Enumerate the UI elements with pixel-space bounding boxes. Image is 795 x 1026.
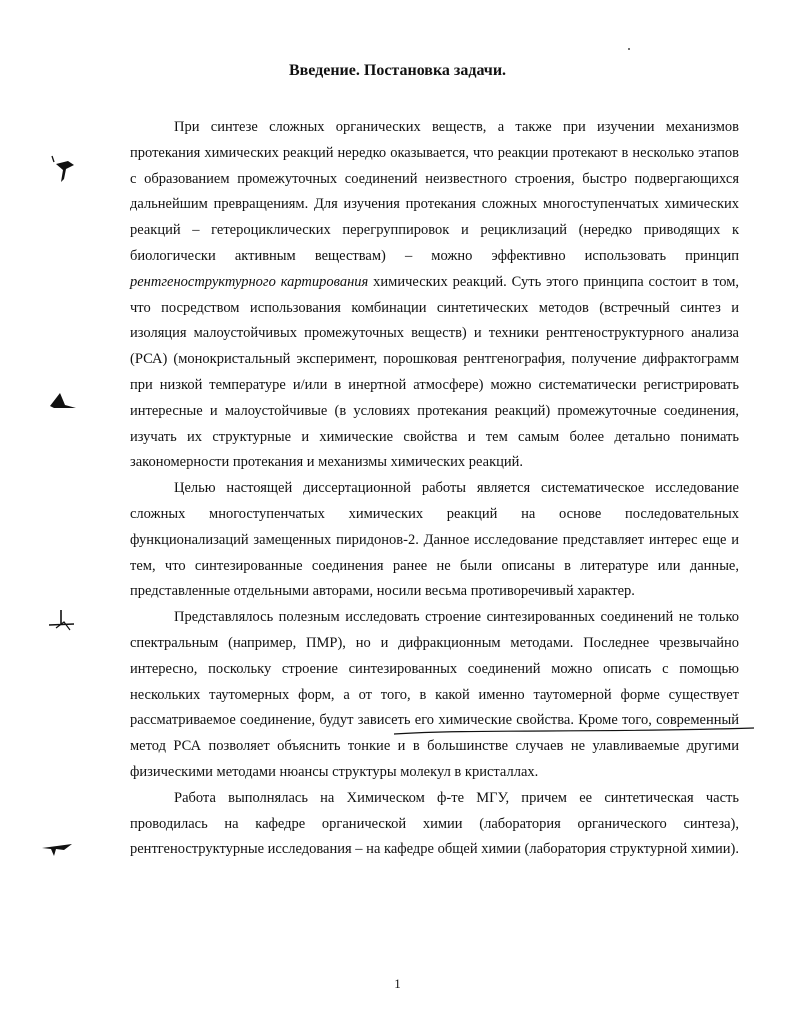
paragraph-intro: [130, 115, 739, 476]
paragraph-goal: Целью настоящей диссертационной работы является систематическое исследование сложных многоступенчатых химических реакций на основе последовательных функционализаций замещенных пиридонов-2. Данное исследование представляет интерес еще и тем, что синтезированные соединения ранее не были описаны в литературе или данные, представленные отдельными авторами, носили весьма противоречивый характер.: [130, 480, 739, 600]
margin-mark-icon: [38, 838, 78, 860]
paragraph-intro-part2: химических реакций. Суть этого принципа состоит в том, что посредством использования комбинации синтетических методов (встречный синтез и изоляция малоустойчивых промежуточных веществ) и техники рентгеноструктурного анализа (РСА) (монокристальный эксперимент, порошковая рентгенография, получение дифрактограмм при низкой температуре и/или в инертной атмосфере) можно систематически регистрировать интересные и малоустойчивые (в условиях протекания реакций) промежуточные соединения, изучать их структурные и химические свойства и тем самым более детально понимать закономерности протекания и механизмы химических реакций.: [130, 273, 739, 471]
page-number: 1: [394, 976, 401, 991]
margin-mark-icon: [44, 606, 78, 634]
paragraph-intro-emphasis: рентгеноструктурного картирования: [130, 273, 369, 290]
paragraph-location: Работа выполнялась на Химическом ф-те МГУ, причем ее синтетическая часть проводилась на кафедре органической химии (лаборатория органического синтеза), рентгеноструктурные исследования – на кафедре общей химии (лаборатория структурной химии).: [130, 789, 739, 858]
speck-icon: [624, 44, 634, 54]
margin-mark-icon: [48, 152, 78, 188]
paragraph-intro-part1: При синтезе сложных органических веществ, а также при изучении механизмов протекания химических реакций нередко оказывается, что реакции протекают в несколько этапов с образованием промежуточных соединений неизвестного строения, быстро подвергающихся дальнейшим превращениям. Для изучения протекания сложных многоступенчатых химических реакций – гетероциклических перегруппировок и рециклизаций (нередко приводящих к биологически активным веществам) – можно эффективно использовать принцип: [130, 119, 739, 264]
handwritten-underline-icon: [392, 725, 758, 741]
body-text: [130, 115, 739, 863]
page-title: Введение. Постановка задачи.: [288, 62, 507, 79]
margin-mark-icon: [44, 388, 80, 414]
paragraph-methods: Представлялось полезным исследовать строение синтезированных соединений не только спектральным (например, ПМР), но и дифракционным методами. Последнее чрезвычайно интересно, поскольку строение синтезированных соединений можно описать с помощью нескольких таутомерных форм, а от того, в какой именно таутомерной форме существует рассматриваемое соединение, будут зависеть его химические свойства. Кроме того, современный метод РСА позволяет объяснить тонкие и в большинстве случаев не улавливаемые другими физическими методами нюансы структуры молекул в кристаллах.: [130, 609, 739, 780]
